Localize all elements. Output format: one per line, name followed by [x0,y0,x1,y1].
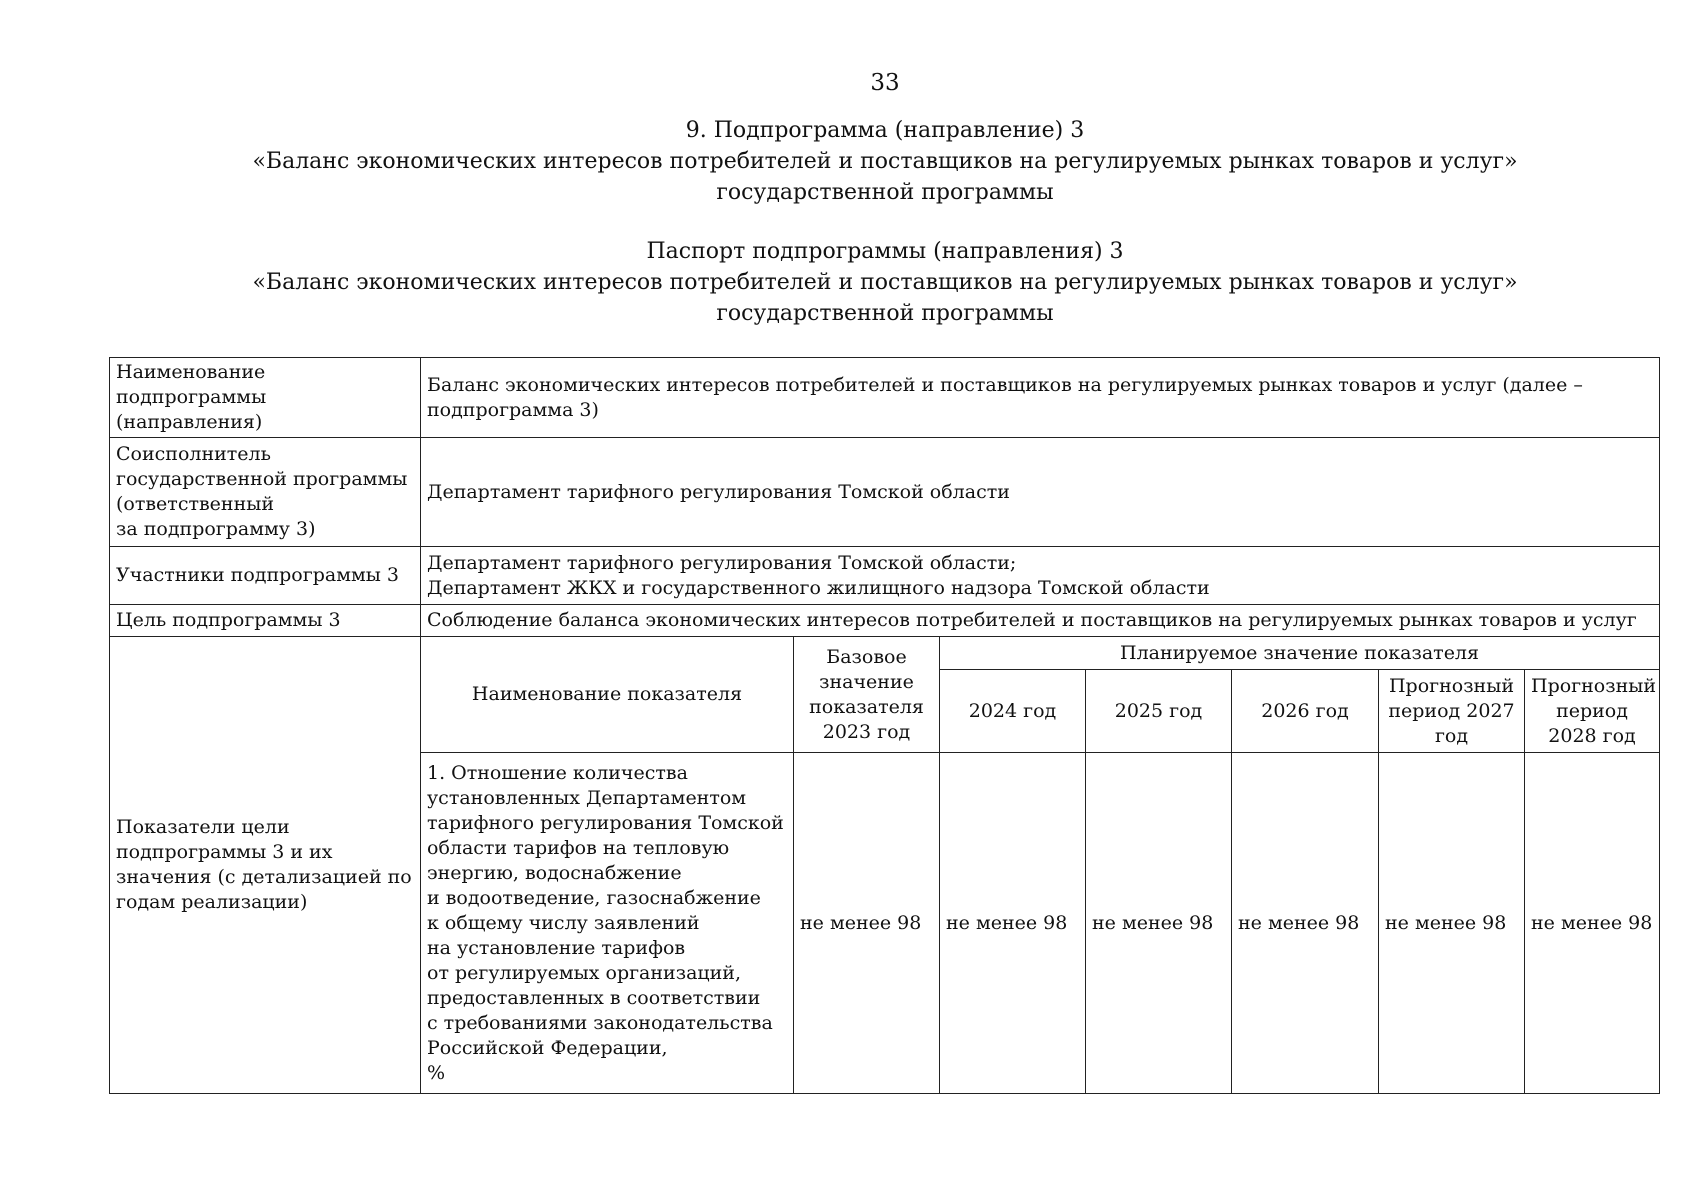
indicator-1-value-2025: не менее 98 [1086,753,1232,1094]
section-heading-line2: «Баланс экономических интересов потребителей и поставщиков на регулируемых рынках товаров и услуг» [252,149,1518,174]
indicator-1-name: 1. Отношение количества установленных Департаментом тарифного регулирования Томской области тарифов на тепловую энергию, водоснабжение и водоотведение, газоснабжение к общему числу заявлений на установление тарифов от регулируемых организаций, предоставленных в соответствии с требованиями законодательства Российской Федерации, % [421,753,794,1094]
section-heading-line1: 9. Подпрограмма (направление) 3 [685,118,1085,143]
indicator-1-value-2027: не менее 98 [1379,753,1525,1094]
row-value-participants: Департамент тарифного регулирования Томской области; Департамент ЖКХ и государственного жилищного надзора Томской области [421,547,1660,605]
indicator-1-base-value: не менее 98 [794,753,940,1094]
table-row-participants [110,547,1660,605]
passport-heading [0,236,1698,329]
row-label-coexecutor: Соисполнитель государственной программы (ответственный за подпрограмму 3) [110,438,421,547]
row-value-goal: Соблюдение баланса экономических интересов потребителей и поставщиков на регулируемых рынках товаров и услуг [421,605,1660,637]
section-heading [0,115,1698,208]
table-row-indicators-header [110,637,1660,670]
section-heading-line3: государственной программы [716,180,1054,205]
indicator-1-value-2024: не менее 98 [940,753,1086,1094]
header-planned-value: Планируемое значение показателя [940,637,1660,670]
row-value-coexecutor: Департамент тарифного регулирования Томской области [421,438,1660,547]
table-row-goal [110,605,1660,637]
header-base-value: Базовое значение показателя 2023 год [794,637,940,753]
header-year-2028: Прогнозный период 2028 год [1525,670,1660,753]
row-label-goal: Цель подпрограммы 3 [110,605,421,637]
indicator-1-value-2028: не менее 98 [1525,753,1660,1094]
passport-heading-line2: «Баланс экономических интересов потребителей и поставщиков на регулируемых рынках товаров и услуг» [252,270,1518,295]
passport-heading-line1: Паспорт подпрограммы (направления) 3 [646,239,1124,264]
header-year-2024: 2024 год [940,670,1086,753]
page-number: 33 [870,70,900,96]
row-value-name: Баланс экономических интересов потребителей и поставщиков на регулируемых рынках товаров и услуг (далее – подпрограмма 3) [421,358,1660,438]
header-year-2026: 2026 год [1232,670,1379,753]
passport-table [109,357,1660,1094]
table-row-name [110,358,1660,438]
row-label-name: Наименование подпрограммы (направления) [110,358,421,438]
header-indicator-name: Наименование показателя [421,637,794,753]
table-row-coexecutor [110,438,1660,547]
row-label-indicators: Показатели цели подпрограммы 3 и их значения (с детализацией по годам реализации) [110,637,421,1094]
header-year-2025: 2025 год [1086,670,1232,753]
indicator-1-value-2026: не менее 98 [1232,753,1379,1094]
row-label-participants: Участники подпрограммы 3 [110,547,421,605]
passport-heading-line3: государственной программы [716,301,1054,326]
header-year-2027: Прогнозный период 2027 год [1379,670,1525,753]
